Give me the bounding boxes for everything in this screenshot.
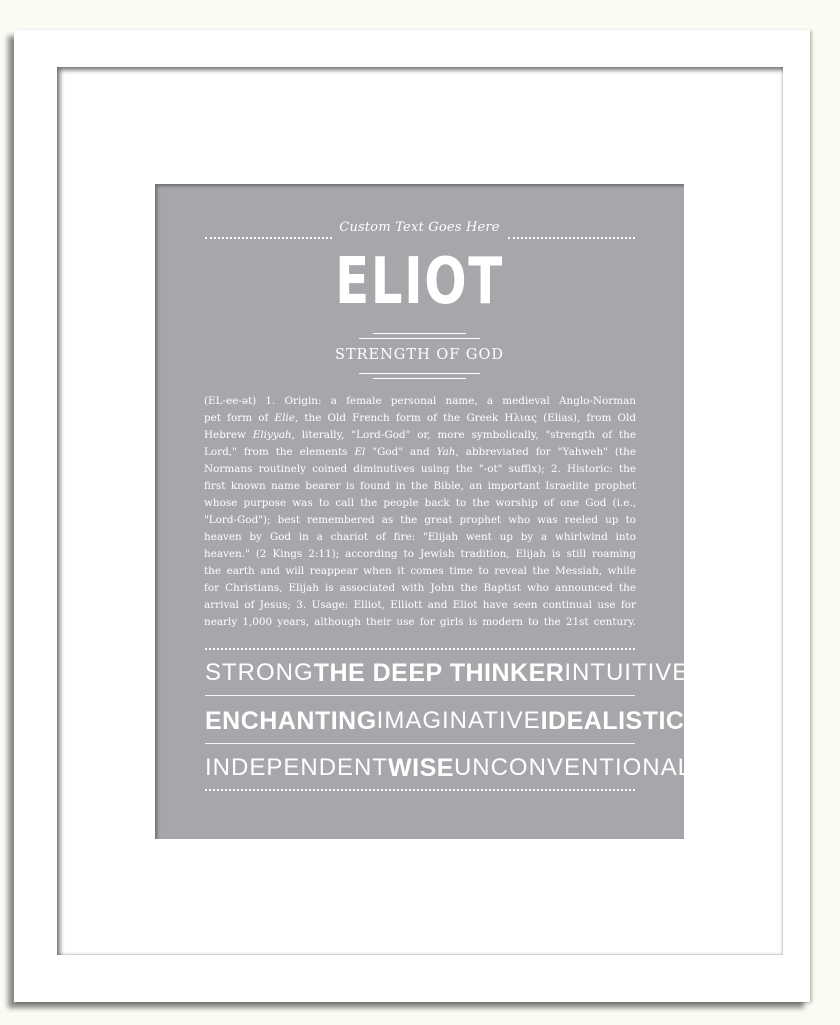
- description-line: arrival of Jesus; 3. Usage: Elliot, Elliott and Eliot have seen continual use for: [204, 599, 636, 611]
- description-line: heaven by God in a chariot of fire: "Elijah went up by a whirlwind into: [204, 531, 636, 543]
- trait-word: INTUITIVE: [564, 659, 690, 686]
- description-line: Normans routinely coined diminutives using the "-ot" suffix); 2. Historic: the: [204, 463, 636, 475]
- traits-divider: [205, 695, 635, 696]
- trait-word: WISE: [388, 753, 454, 782]
- traits-row: [205, 704, 685, 738]
- trait-word: INDEPENDENT: [205, 754, 389, 781]
- meaning-underline-top: [359, 373, 480, 374]
- traits-divider: [205, 743, 635, 744]
- left-dotted-divider: [205, 237, 332, 239]
- name-underline-bottom: [359, 338, 480, 339]
- name-meaning: STRENGTH OF GOD: [335, 347, 504, 363]
- name-underline-top: [373, 333, 466, 334]
- trait-word: UNCONVENTIONAL: [453, 754, 692, 781]
- name-print: [155, 184, 692, 839]
- description-line: nearly 1,000 years, although their use for girls is modern to the 21st century.: [204, 616, 636, 628]
- trait-word: IMAGINATIVE: [376, 707, 541, 734]
- traits-bottom-dotted-divider: [205, 789, 635, 791]
- description-line: first known name bearer is found in the Bible, an important Israelite prophet: [204, 480, 636, 492]
- name-title: ELIOT: [335, 245, 504, 319]
- description-line: the earth and will reappear when it comes time to reveal the Messiah, while: [204, 565, 636, 577]
- description-line: Lord," from the elements El "God" and Yah, abbreviated for "Yahweh" (the: [204, 446, 636, 458]
- trait-word: IDEALISTIC: [540, 706, 685, 735]
- trait-word: STRONG: [205, 659, 314, 686]
- trait-word: ENCHANTING: [205, 706, 377, 735]
- name-description: [204, 393, 636, 631]
- description-line: Hebrew Eliyyah, literally, "Lord-God" or, more symbolically, "strength of the: [204, 429, 636, 441]
- traits-top-dotted-divider: [205, 648, 635, 650]
- traits-row: [205, 751, 692, 785]
- custom-text: Custom Text Goes Here: [339, 220, 500, 235]
- description-line: for Christians, Elijah is associated with John the Baptist who announced the: [204, 582, 636, 594]
- meaning-underline-bottom: [373, 378, 466, 379]
- right-dotted-divider: [508, 237, 635, 239]
- traits-row: [205, 656, 690, 690]
- description-line: (EL-ee-ət) 1. Origin: a female personal name, a medieval Anglo-Norman: [204, 395, 636, 407]
- trait-word: THE DEEP THINKER: [313, 658, 565, 687]
- description-line: heaven." (2 Kings 2:11); according to Jewish tradition, Elijah is still roaming: [204, 548, 636, 560]
- description-line: whose purpose was to call the people back to the worship of one God (i.e.,: [204, 497, 636, 509]
- description-line: pet form of Elie, the Old French form of the Greek Ηλιας (Elias), from Old: [204, 412, 636, 424]
- description-line: "Lord-God"); best remembered as the great prophet who was reeled up to: [204, 514, 636, 526]
